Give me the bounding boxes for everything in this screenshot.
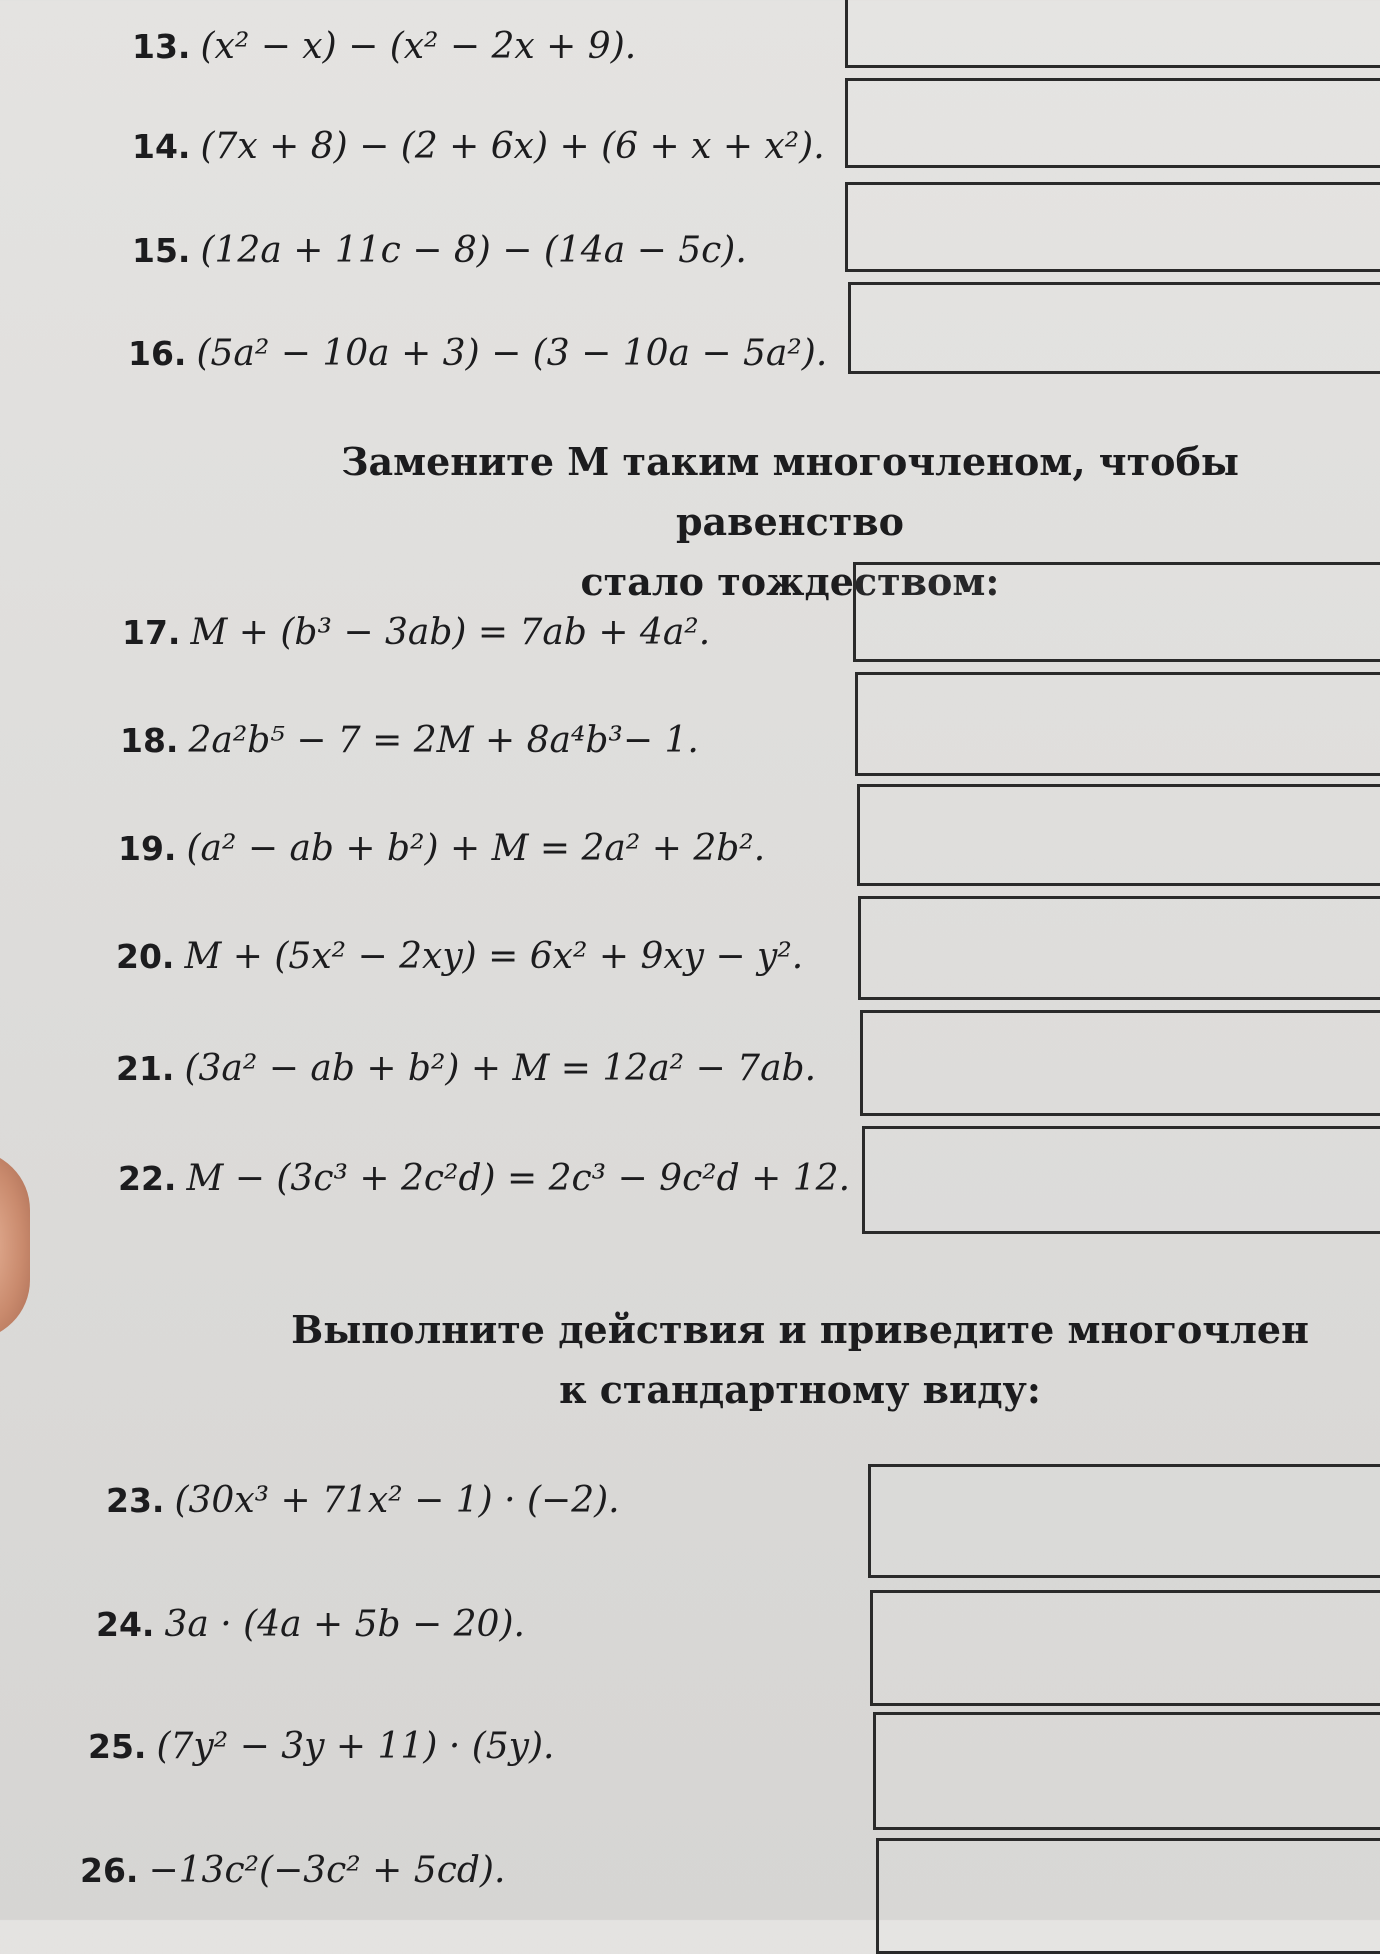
answer-box-19[interactable] <box>857 784 1380 886</box>
problem-expression: M − (3c³ + 2c²d) = 2c³ − 9c²d + 12. <box>186 1158 851 1199</box>
heading-line: Замените M таким многочленом, чтобы равенство <box>341 439 1239 544</box>
answer-box-24[interactable] <box>870 1590 1380 1706</box>
heading-line: к стандартному виду: <box>559 1367 1041 1412</box>
problem-expression: (x² − x) − (x² − 2x + 9). <box>200 26 637 67</box>
problem-13 <box>132 26 636 67</box>
problem-expression: (12a + 11c − 8) − (14a − 5c). <box>200 230 747 271</box>
problem-26 <box>80 1850 505 1891</box>
problem-18 <box>120 720 699 761</box>
problem-number: 15. <box>132 231 191 270</box>
problem-number: 23. <box>106 1481 165 1520</box>
problem-expression: 2a²b⁵ − 7 = 2M + 8a⁴b³− 1. <box>188 720 699 761</box>
answer-box-23[interactable] <box>868 1464 1380 1578</box>
heading-line: стало тождеством: <box>580 559 1000 604</box>
section-heading-2 <box>250 1300 1350 1420</box>
problem-expression: (7y² − 3y + 11) · (5y). <box>156 1726 555 1767</box>
problem-number: 17. <box>122 613 181 652</box>
answer-box-14[interactable] <box>845 78 1380 168</box>
problem-24 <box>96 1604 525 1645</box>
problem-expression: M + (b³ − 3ab) = 7ab + 4a². <box>190 612 711 653</box>
problem-number: 19. <box>118 829 177 868</box>
answer-box-25[interactable] <box>873 1712 1380 1830</box>
problem-21 <box>116 1048 816 1089</box>
problem-number: 13. <box>132 27 191 66</box>
problem-expression: (30x³ + 71x² − 1) · (−2). <box>174 1480 620 1521</box>
answer-box-21[interactable] <box>860 1010 1380 1116</box>
problem-number: 18. <box>120 721 179 760</box>
answer-box-20[interactable] <box>858 896 1380 1000</box>
problem-expression: (5a² − 10a + 3) − (3 − 10a − 5a²). <box>196 333 828 374</box>
problem-14 <box>132 126 825 167</box>
answer-box-13[interactable] <box>845 0 1380 68</box>
problem-expression: (a² − ab + b²) + M = 2a² + 2b². <box>186 828 766 869</box>
problem-number: 25. <box>88 1727 147 1766</box>
problem-number: 22. <box>118 1159 177 1198</box>
problem-number: 26. <box>80 1851 139 1890</box>
heading-line: Выполните действия и приведите многочлен <box>291 1307 1309 1352</box>
problem-number: 20. <box>116 937 175 976</box>
answer-box-18[interactable] <box>855 672 1380 776</box>
problem-17 <box>122 612 710 653</box>
problem-22 <box>118 1158 850 1199</box>
problem-expression: −13c²(−3c² + 5cd). <box>148 1850 506 1891</box>
problem-number: 16. <box>128 334 187 373</box>
problem-15 <box>132 230 747 271</box>
answer-box-16[interactable] <box>848 282 1380 374</box>
answer-box-15[interactable] <box>845 182 1380 272</box>
answer-box-17[interactable] <box>853 562 1380 662</box>
problem-16 <box>128 333 827 374</box>
finger-edge <box>0 1150 30 1340</box>
answer-box-26[interactable] <box>876 1838 1380 1954</box>
problem-expression: M + (5x² − 2xy) = 6x² + 9xy − y². <box>184 936 804 977</box>
problem-expression: (7x + 8) − (2 + 6x) + (6 + x + x²). <box>200 126 825 167</box>
problem-23 <box>106 1480 620 1521</box>
problem-20 <box>116 936 803 977</box>
answer-box-22[interactable] <box>862 1126 1380 1234</box>
problem-number: 24. <box>96 1605 155 1644</box>
problem-expression: 3a · (4a + 5b − 20). <box>164 1604 525 1645</box>
problem-number: 14. <box>132 127 191 166</box>
problem-number: 21. <box>116 1049 175 1088</box>
problem-19 <box>118 828 765 869</box>
problem-expression: (3a² − ab + b²) + M = 12a² − 7ab. <box>184 1048 817 1089</box>
problem-25 <box>88 1726 555 1767</box>
